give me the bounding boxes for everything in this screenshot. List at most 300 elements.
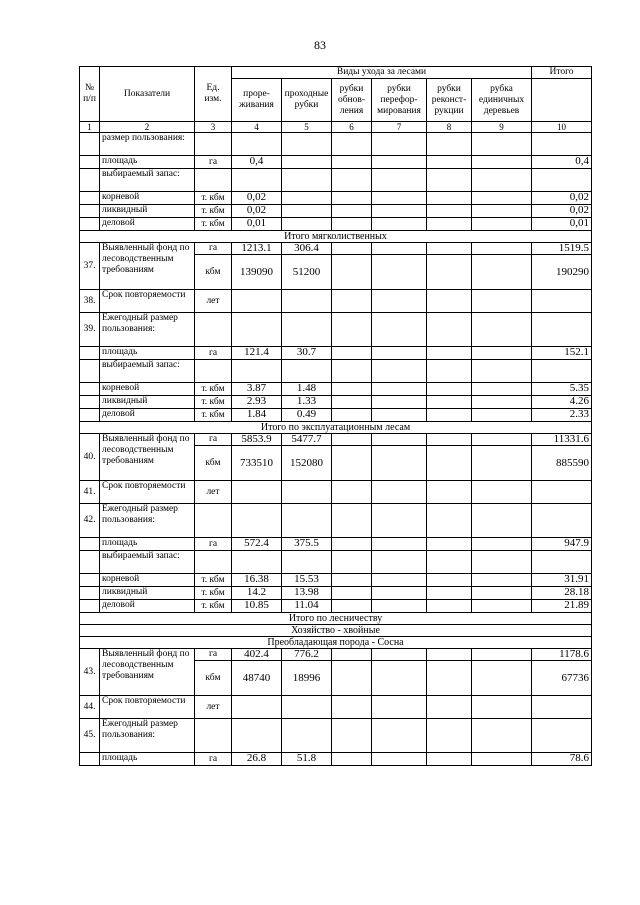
section-title: Преобладающая порода - Сосна [80, 637, 592, 649]
row-unit: т. кбм [195, 409, 232, 422]
empty-cell [472, 600, 532, 613]
empty-cell [332, 446, 372, 481]
empty-cell [427, 169, 472, 192]
row-unit: лет [195, 481, 232, 504]
empty-cell [472, 192, 532, 205]
empty-cell [472, 313, 532, 347]
section-title: Хозяйство - хвойные [80, 625, 592, 637]
empty-cell [472, 587, 532, 600]
empty-cell [427, 504, 472, 538]
row-number: 41. [80, 481, 100, 504]
value-total: 21.89 [532, 600, 592, 613]
value-total: 11331.6 [532, 434, 592, 446]
column-number: 10 [532, 122, 592, 133]
row-number [80, 169, 100, 192]
empty-cell [372, 481, 427, 504]
row-number: 40. [80, 434, 100, 481]
row-unit: т. кбм [195, 574, 232, 587]
value-total: 0,02 [532, 205, 592, 218]
row-number [80, 156, 100, 169]
empty-cell [427, 574, 472, 587]
value-thinning: 0,4 [232, 156, 282, 169]
table-row [80, 600, 592, 613]
row-unit: кбм [195, 255, 232, 290]
row-number [80, 753, 100, 766]
value-thinning: 0,02 [232, 205, 282, 218]
value-thinning [232, 360, 282, 383]
empty-cell [332, 538, 372, 551]
empty-cell [332, 551, 372, 574]
value-passage-cutting [282, 360, 332, 383]
row-label: площадь [100, 156, 195, 169]
empty-cell [332, 156, 372, 169]
value-thinning: 139090 [232, 255, 282, 290]
empty-cell [427, 753, 472, 766]
row-number: 38. [80, 290, 100, 313]
value-passage-cutting [282, 192, 332, 205]
value-thinning: 2.93 [232, 396, 282, 409]
value-thinning: 3.87 [232, 383, 282, 396]
empty-cell [427, 600, 472, 613]
empty-cell [332, 481, 372, 504]
value-thinning: 402.4 [232, 649, 282, 661]
empty-cell [372, 434, 427, 446]
empty-cell [372, 218, 427, 231]
row-number [80, 205, 100, 218]
value-thinning: 1213.1 [232, 243, 282, 255]
column-number: 5 [282, 122, 332, 133]
empty-cell [332, 719, 372, 753]
row-unit: га [195, 156, 232, 169]
table-row [80, 396, 592, 409]
empty-cell [332, 290, 372, 313]
row-number [80, 192, 100, 205]
value-passage-cutting [282, 551, 332, 574]
value-total: 0,02 [532, 192, 592, 205]
value-thinning [232, 169, 282, 192]
value-passage-cutting [282, 719, 332, 753]
value-thinning [232, 719, 282, 753]
table-row [80, 434, 592, 446]
value-passage-cutting: 375.5 [282, 538, 332, 551]
empty-cell [427, 696, 472, 719]
empty-cell [332, 396, 372, 409]
section-title: Итого мягколиственных [80, 231, 592, 243]
table-row [80, 574, 592, 587]
value-total: 1519.5 [532, 243, 592, 255]
row-unit: га [195, 538, 232, 551]
table-row [80, 719, 592, 753]
empty-cell [427, 156, 472, 169]
row-label: ликвидный [100, 396, 195, 409]
empty-cell [472, 409, 532, 422]
value-passage-cutting: 5477.7 [282, 434, 332, 446]
empty-cell [332, 434, 372, 446]
row-unit [195, 551, 232, 574]
empty-cell [372, 551, 427, 574]
value-passage-cutting: 1.33 [282, 396, 332, 409]
empty-cell [472, 696, 532, 719]
table-row [80, 587, 592, 600]
empty-cell [427, 396, 472, 409]
section-title: Итого по лесничеству [80, 613, 592, 625]
header-indicators: Показатели [100, 67, 195, 122]
row-label: выбираемый запас: [100, 169, 195, 192]
value-thinning: 14.2 [232, 587, 282, 600]
value-thinning [232, 133, 282, 156]
empty-cell [472, 434, 532, 446]
value-thinning: 0,02 [232, 192, 282, 205]
row-label: Выявленный фонд по лесоводственным требованиям [100, 434, 195, 481]
row-label: Ежегодный размер пользования: [100, 313, 195, 347]
row-unit: га [195, 649, 232, 661]
forest-care-table [79, 66, 592, 766]
value-passage-cutting [282, 504, 332, 538]
value-thinning: 0,01 [232, 218, 282, 231]
value-passage-cutting [282, 313, 332, 347]
row-label: размер пользования: [100, 133, 195, 156]
row-unit: га [195, 243, 232, 255]
value-passage-cutting: 51200 [282, 255, 332, 290]
row-label: корневой [100, 192, 195, 205]
empty-cell [427, 205, 472, 218]
row-unit: т. кбм [195, 600, 232, 613]
row-number: 43. [80, 649, 100, 696]
value-total [532, 313, 592, 347]
value-passage-cutting [282, 696, 332, 719]
header-reformation-cutting: рубки перефор- мирования [372, 79, 427, 122]
row-number [80, 360, 100, 383]
empty-cell [372, 696, 427, 719]
empty-cell [332, 347, 372, 360]
section-header-row [80, 231, 592, 243]
row-label: Выявленный фонд по лесоводственным требованиям [100, 649, 195, 696]
empty-cell [472, 243, 532, 255]
empty-cell [427, 313, 472, 347]
empty-cell [427, 446, 472, 481]
row-label: площадь [100, 538, 195, 551]
empty-cell [472, 753, 532, 766]
empty-cell [472, 396, 532, 409]
empty-cell [472, 661, 532, 696]
table-row [80, 360, 592, 383]
empty-cell [332, 587, 372, 600]
value-passage-cutting: 152080 [282, 446, 332, 481]
row-unit [195, 504, 232, 538]
header-thinning: проре- живания [232, 79, 282, 122]
empty-cell [372, 255, 427, 290]
empty-cell [372, 133, 427, 156]
header-single-tree-cutting: рубка единичных деревьев [472, 79, 532, 122]
empty-cell [332, 409, 372, 422]
empty-cell [427, 290, 472, 313]
empty-cell [472, 133, 532, 156]
empty-cell [427, 383, 472, 396]
row-unit [195, 169, 232, 192]
empty-cell [427, 538, 472, 551]
empty-cell [332, 661, 372, 696]
value-passage-cutting: 776.2 [282, 649, 332, 661]
row-unit: кбм [195, 661, 232, 696]
row-number [80, 218, 100, 231]
row-unit: лет [195, 290, 232, 313]
header-reconstruction-cutting: рубки реконст- рукции [427, 79, 472, 122]
value-thinning [232, 504, 282, 538]
row-number [80, 347, 100, 360]
empty-cell [332, 169, 372, 192]
table-row [80, 538, 592, 551]
value-passage-cutting: 15.53 [282, 574, 332, 587]
value-passage-cutting [282, 133, 332, 156]
value-total: 5.35 [532, 383, 592, 396]
empty-cell [332, 504, 372, 538]
empty-cell [372, 192, 427, 205]
empty-cell [332, 383, 372, 396]
row-label: корневой [100, 383, 195, 396]
row-unit [195, 313, 232, 347]
value-total: 0,4 [532, 156, 592, 169]
empty-cell [472, 169, 532, 192]
empty-cell [372, 600, 427, 613]
empty-cell [332, 218, 372, 231]
value-passage-cutting [282, 218, 332, 231]
column-number: 9 [472, 122, 532, 133]
value-total: 2.33 [532, 409, 592, 422]
row-unit: лет [195, 696, 232, 719]
empty-cell [472, 205, 532, 218]
row-label: Срок повторяемости [100, 481, 195, 504]
value-passage-cutting: 30.7 [282, 347, 332, 360]
empty-cell [372, 719, 427, 753]
value-total [532, 719, 592, 753]
empty-cell [427, 434, 472, 446]
row-label: выбираемый запас: [100, 551, 195, 574]
row-label: корневой [100, 574, 195, 587]
empty-cell [332, 255, 372, 290]
empty-cell [332, 649, 372, 661]
header-total: Итого [532, 67, 592, 79]
row-label: площадь [100, 753, 195, 766]
row-unit: т. кбм [195, 192, 232, 205]
empty-cell [332, 192, 372, 205]
value-passage-cutting [282, 205, 332, 218]
empty-cell [427, 347, 472, 360]
column-number: 6 [332, 122, 372, 133]
table-row [80, 409, 592, 422]
empty-cell [332, 600, 372, 613]
value-total: 78.6 [532, 753, 592, 766]
empty-cell [372, 574, 427, 587]
row-unit: т. кбм [195, 218, 232, 231]
row-label: ликвидный [100, 205, 195, 218]
empty-cell [472, 719, 532, 753]
column-number: 1 [80, 122, 100, 133]
empty-cell [472, 218, 532, 231]
empty-cell [427, 133, 472, 156]
row-unit [195, 133, 232, 156]
empty-cell [427, 192, 472, 205]
column-number: 4 [232, 122, 282, 133]
empty-cell [372, 290, 427, 313]
value-total [532, 696, 592, 719]
table-row [80, 347, 592, 360]
row-label: выбираемый запас: [100, 360, 195, 383]
column-number: 8 [427, 122, 472, 133]
value-total: 885590 [532, 446, 592, 481]
row-number [80, 574, 100, 587]
value-thinning: 1.84 [232, 409, 282, 422]
empty-cell [427, 243, 472, 255]
value-thinning: 48740 [232, 661, 282, 696]
empty-cell [427, 218, 472, 231]
empty-cell [372, 205, 427, 218]
row-number [80, 409, 100, 422]
value-total: 190290 [532, 255, 592, 290]
row-number [80, 551, 100, 574]
row-unit: га [195, 753, 232, 766]
value-thinning [232, 481, 282, 504]
empty-cell [427, 587, 472, 600]
value-total: 947.9 [532, 538, 592, 551]
value-passage-cutting: 18996 [282, 661, 332, 696]
empty-cell [372, 396, 427, 409]
value-total: 0,01 [532, 218, 592, 231]
row-number [80, 383, 100, 396]
empty-cell [332, 243, 372, 255]
header-renewal-cutting: рубки обнов- ления [332, 79, 372, 122]
empty-cell [472, 255, 532, 290]
table-row [80, 133, 592, 156]
empty-cell [372, 313, 427, 347]
page-number: 83 [314, 38, 326, 52]
value-passage-cutting [282, 169, 332, 192]
row-label: деловой [100, 409, 195, 422]
value-thinning: 26.8 [232, 753, 282, 766]
empty-cell [472, 446, 532, 481]
value-thinning: 121.4 [232, 347, 282, 360]
section-header-row [80, 613, 592, 625]
value-passage-cutting [282, 290, 332, 313]
table-row [80, 313, 592, 347]
row-label: ликвидный [100, 587, 195, 600]
table-row [80, 218, 592, 231]
row-label: Срок повторяемости [100, 696, 195, 719]
header-total-blank [532, 79, 592, 122]
empty-cell [332, 753, 372, 766]
table-row [80, 290, 592, 313]
row-unit: т. кбм [195, 396, 232, 409]
empty-cell [372, 156, 427, 169]
value-total [532, 504, 592, 538]
column-number: 2 [100, 122, 195, 133]
value-total: 152.1 [532, 347, 592, 360]
empty-cell [372, 409, 427, 422]
empty-cell [372, 753, 427, 766]
value-total [532, 133, 592, 156]
empty-cell [372, 661, 427, 696]
table-row [80, 192, 592, 205]
row-number: 39. [80, 313, 100, 347]
table-row [80, 753, 592, 766]
empty-cell [372, 243, 427, 255]
column-number: 3 [195, 122, 232, 133]
empty-cell [372, 169, 427, 192]
column-number: 7 [372, 122, 427, 133]
row-number: 45. [80, 719, 100, 753]
row-unit [195, 719, 232, 753]
value-thinning: 10.85 [232, 600, 282, 613]
empty-cell [427, 661, 472, 696]
empty-cell [372, 347, 427, 360]
row-unit: га [195, 347, 232, 360]
value-thinning: 5853.9 [232, 434, 282, 446]
empty-cell [472, 538, 532, 551]
value-total: 28.18 [532, 587, 592, 600]
empty-cell [427, 255, 472, 290]
row-number [80, 587, 100, 600]
row-unit: т. кбм [195, 587, 232, 600]
value-total [532, 481, 592, 504]
empty-cell [332, 360, 372, 383]
empty-cell [472, 360, 532, 383]
header-unit: Ед. изм. [195, 67, 232, 122]
table-row [80, 205, 592, 218]
empty-cell [472, 156, 532, 169]
empty-cell [372, 360, 427, 383]
table-row [80, 243, 592, 255]
row-number: 44. [80, 696, 100, 719]
value-thinning [232, 696, 282, 719]
empty-cell [372, 649, 427, 661]
row-number [80, 600, 100, 613]
empty-cell [332, 313, 372, 347]
empty-cell [472, 290, 532, 313]
value-total [532, 551, 592, 574]
value-thinning: 733510 [232, 446, 282, 481]
empty-cell [472, 551, 532, 574]
empty-cell [427, 409, 472, 422]
row-label: Ежегодный размер пользования: [100, 719, 195, 753]
row-label: Ежегодный размер пользования: [100, 504, 195, 538]
row-label: Срок повторяемости [100, 290, 195, 313]
value-passage-cutting: 51.8 [282, 753, 332, 766]
table-row [80, 383, 592, 396]
row-number [80, 396, 100, 409]
empty-cell [472, 649, 532, 661]
section-header-row [80, 637, 592, 649]
empty-cell [372, 587, 427, 600]
empty-cell [332, 133, 372, 156]
empty-cell [332, 696, 372, 719]
row-label: площадь [100, 347, 195, 360]
value-total: 1178.6 [532, 649, 592, 661]
value-passage-cutting [282, 481, 332, 504]
table-row [80, 156, 592, 169]
section-title: Итого по эксплуатационным лесам [80, 422, 592, 434]
table-row [80, 649, 592, 661]
empty-cell [472, 383, 532, 396]
row-label: деловой [100, 600, 195, 613]
empty-cell [372, 504, 427, 538]
empty-cell [427, 551, 472, 574]
value-passage-cutting [282, 156, 332, 169]
header-care-types: Виды ухода за лесами [232, 67, 532, 79]
value-total: 67736 [532, 661, 592, 696]
empty-cell [332, 205, 372, 218]
empty-cell [427, 360, 472, 383]
section-header-row [80, 422, 592, 434]
row-unit: кбм [195, 446, 232, 481]
